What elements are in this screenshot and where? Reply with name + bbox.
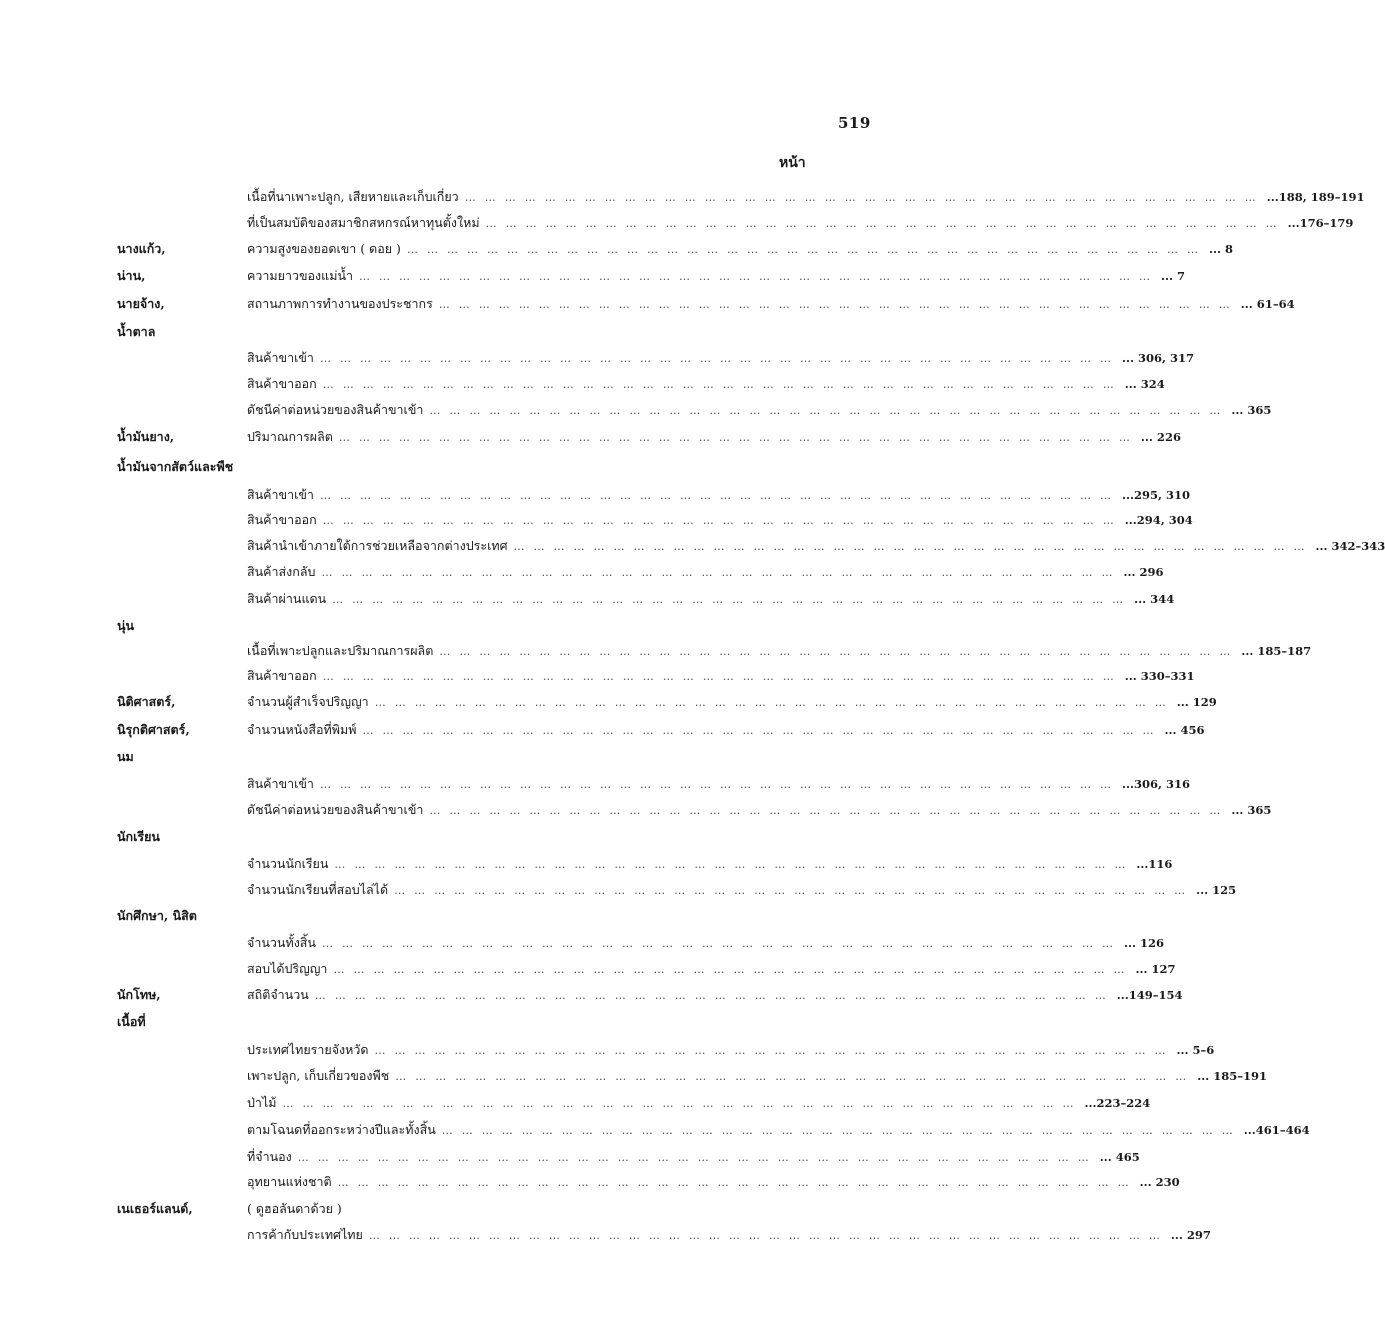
subentry-text: เนื้อที่เพาะปลูกและปริมาณการผลิต — [247, 643, 434, 658]
subentry-text: อุทยานแห่งชาติ — [247, 1174, 332, 1189]
dot-leader: ………………………………………………………………………………………………………… — [368, 1229, 1169, 1242]
subentry-text: สินค้านำเข้าภายใต้การช่วยเหลือจากต่างประเทศ — [247, 538, 508, 553]
page-reference: ... 61–64 — [1240, 297, 1295, 311]
index-subentry — [247, 1198, 803, 1220]
dot-leader: ………………………………………………………………………………………………………… — [322, 670, 1123, 683]
index-subentry — [247, 932, 1165, 955]
page-reference: ... 342–343 — [1315, 539, 1385, 553]
page-reference: ... 127 — [1135, 962, 1176, 976]
index-row — [0, 293, 1295, 315]
index-subentry — [247, 561, 1164, 584]
index-row — [0, 1198, 941, 1220]
page-reference: ...116 — [1136, 857, 1173, 871]
subentry-text: เนื้อที่นาเพาะปลูก, เสียหายและเก็บเกี่ยว — [247, 189, 459, 204]
index-subentry — [247, 186, 1365, 209]
dot-leader: ………………………………………………………………………………………………………… — [406, 243, 1207, 256]
subentry-text: ปริมาณการผลิต — [247, 429, 333, 444]
index-subentry — [247, 1092, 1151, 1115]
dot-leader: ………………………………………………………………………………………………………… — [321, 937, 1122, 950]
index-subentry — [247, 1146, 1140, 1169]
page-column-header: หน้า — [779, 155, 806, 171]
page-reference: ... 230 — [1139, 1175, 1180, 1189]
page-reference: ... 5–6 — [1176, 1043, 1215, 1057]
index-subentry — [247, 853, 1173, 876]
index-subentry — [247, 719, 1205, 742]
index-row — [0, 1119, 1310, 1141]
dot-leader: ………………………………………………………………………………………………………… — [314, 989, 1115, 1002]
index-row — [0, 1039, 1215, 1061]
page-reference: ... 126 — [1123, 936, 1165, 950]
index-row — [0, 932, 1165, 954]
dot-leader: ………………………………………………………………………………………………………… — [439, 645, 1240, 658]
index-row — [0, 773, 1190, 795]
index-subentry — [247, 588, 1175, 611]
index-term: นม — [117, 749, 134, 764]
index-row — [0, 238, 1233, 260]
index-term: เนื้อที่ — [117, 1014, 146, 1029]
index-subentry — [247, 1039, 1215, 1062]
dot-leader: ………………………………………………………………………………………………………… — [464, 191, 1265, 204]
subentry-text: สินค้าผ่านแดน — [247, 591, 327, 606]
index-row — [0, 799, 1272, 821]
subentry-text: สินค้าส่งกลับ — [247, 564, 316, 579]
dot-leader: ………………………………………………………………………………………………………… — [322, 514, 1123, 527]
dot-leader: ………………………………………………………………………………………………………… — [374, 1044, 1175, 1057]
index-row — [0, 958, 1176, 980]
index-term: นักโทษ, — [117, 987, 161, 1002]
index-row — [0, 212, 1354, 234]
index-row — [0, 484, 1190, 506]
subentry-text: จำนวนนักเรียนที่สอบไล่ได้ — [247, 882, 389, 897]
dot-leader: ………………………………………………………………………………………………………… — [359, 270, 1160, 283]
subentry-text: จำนวนผู้สำเร็จปริญญา — [247, 694, 369, 709]
index-subentry — [247, 1119, 1310, 1142]
page-reference: ... 365 — [1231, 803, 1272, 817]
dot-leader: ………………………………………………………………………………………………………… — [395, 1070, 1196, 1083]
page-reference: ... 306, 317 — [1121, 351, 1195, 365]
dot-leader: ………………………………………………………………………………………………………… — [319, 352, 1120, 365]
subentry-text: ความสูงของยอดเขา ( ดอย ) — [247, 241, 401, 256]
index-row — [0, 1092, 1151, 1114]
index-term: นายจ้าง, — [117, 296, 165, 311]
dot-leader: ………………………………………………………………………………………………………… — [513, 540, 1314, 553]
index-term: น้ำมันจากสัตว์และพืช — [117, 459, 234, 474]
dot-leader: ………………………………………………………………………………………………………… — [438, 298, 1239, 311]
index-row — [0, 691, 1217, 713]
dot-leader: ………………………………………………………………………………………………………… — [485, 217, 1286, 230]
index-term: เนเธอร์แลนด์, — [117, 1201, 193, 1216]
index-row — [0, 265, 1186, 287]
subentry-text: สถานภาพการทำงานของประชากร — [247, 296, 433, 311]
index-row — [0, 826, 941, 848]
index-row — [0, 426, 1181, 448]
page-reference: ... 129 — [1176, 695, 1217, 709]
page-reference: ... 465 — [1099, 1150, 1140, 1164]
dot-leader: ………………………………………………………………………………………………………… — [374, 696, 1175, 709]
dot-leader: ………………………………………………………………………………………………………… — [319, 489, 1120, 502]
index-term: นักศึกษา, นิสิต — [117, 908, 197, 923]
subentry-text: สินค้าขาออก — [247, 376, 317, 391]
index-row — [0, 905, 941, 927]
index-row — [0, 640, 1312, 662]
index-row — [0, 1011, 941, 1033]
index-subentry — [247, 399, 1272, 422]
index-row — [0, 399, 1272, 421]
index-row — [0, 719, 1205, 741]
index-row — [0, 984, 1183, 1006]
subentry-text: ที่เป็นสมบัติของสมาชิกสหกรณ์หาทุนตั้งใหม่ — [247, 215, 480, 230]
index-row — [0, 186, 1365, 208]
index-row — [0, 509, 1193, 531]
dot-leader: ………………………………………………………………………………………………………… — [282, 1097, 1083, 1110]
index-subentry — [247, 1224, 1211, 1247]
dot-leader: ………………………………………………………………………………………………………… — [297, 1151, 1098, 1164]
subentry-text: ดัชนีค่าต่อหน่วยของสินค้าขาเข้า — [247, 402, 424, 417]
subentry-text: สินค้าขาเข้า — [247, 350, 314, 365]
subentry-text: ดัชนีค่าต่อหน่วยของสินค้าขาเข้า — [247, 802, 424, 817]
page-reference: ...149–154 — [1116, 988, 1183, 1002]
subentry-text: การค้ากับประเทศไทย — [247, 1227, 363, 1242]
index-row — [0, 615, 941, 637]
dot-leader: ………………………………………………………………………………………………………… — [429, 804, 1230, 817]
index-subentry — [247, 984, 1183, 1007]
subentry-text: สินค้าขาเข้า — [247, 776, 314, 791]
dot-leader: ………………………………………………………………………………………………………… — [332, 593, 1133, 606]
dot-leader: ………………………………………………………………………………………………………… — [394, 884, 1195, 897]
page-reference: ... 297 — [1170, 1228, 1211, 1242]
index-subentry — [247, 691, 1217, 714]
index-subentry — [247, 293, 1295, 316]
page-reference: ... 324 — [1124, 377, 1165, 391]
subentry-text: ความยาวของแม่น้ำ — [247, 268, 354, 283]
index-term: นุ่น — [117, 618, 135, 633]
page-reference: ...188, 189–191 — [1266, 190, 1365, 204]
subentry-text: สินค้าขาออก — [247, 668, 317, 683]
index-row — [0, 456, 941, 478]
subentry-text: จำนวนนักเรียน — [247, 856, 329, 871]
page-reference: ...461–464 — [1243, 1123, 1310, 1137]
index-subentry — [247, 535, 1385, 558]
subentry-text: ตามโฉนดที่ออกระหว่างปีและทั้งสิ้น — [247, 1122, 436, 1137]
index-subentry — [247, 958, 1176, 981]
subentry-text: สินค้าขาเข้า — [247, 487, 314, 502]
page-reference: ...295, 310 — [1121, 488, 1190, 502]
subentry-text: สถิติจำนวน — [247, 987, 309, 1002]
index-row — [0, 535, 1385, 557]
index-row — [0, 561, 1164, 583]
page-reference: ... 185–191 — [1197, 1069, 1267, 1083]
dot-leader: ………………………………………………………………………………………………………… — [429, 404, 1230, 417]
index-subentry — [247, 773, 1190, 796]
subentry-text: สอบได้ปริญญา — [247, 961, 328, 976]
index-row — [0, 373, 1165, 395]
page-reference: ...223–224 — [1084, 1096, 1151, 1110]
index-subentry — [247, 665, 1195, 688]
index-term: น้ำตาล — [117, 324, 156, 339]
dot-leader: ………………………………………………………………………………………………………… — [338, 431, 1139, 444]
dot-leader: ………………………………………………………………………………………………………… — [337, 1176, 1138, 1189]
page-reference: ... 7 — [1161, 269, 1186, 283]
index-subentry — [247, 879, 1237, 902]
subentry-text: ป่าไม้ — [247, 1095, 277, 1110]
dot-leader: ………………………………………………………………………………………………………… — [319, 778, 1120, 791]
subentry-text: ( ดูฮอลันดาด้วย ) — [247, 1201, 342, 1216]
page-reference: ...294, 304 — [1124, 513, 1193, 527]
page-reference: ... 365 — [1231, 403, 1272, 417]
page-reference: ... 456 — [1164, 723, 1205, 737]
dot-leader: ………………………………………………………………………………………………………… — [441, 1124, 1242, 1137]
subentry-text: ที่จำนอง — [247, 1149, 292, 1164]
index-term: น้ำมันยาง, — [117, 429, 175, 444]
dot-leader: ………………………………………………………………………………………………………… — [333, 963, 1134, 976]
index-subentry — [247, 1171, 1180, 1194]
index-subentry — [247, 347, 1195, 370]
index-row — [0, 1065, 1267, 1087]
dot-leader: ………………………………………………………………………………………………………… — [362, 724, 1163, 737]
page-reference: ... 8 — [1208, 242, 1233, 256]
index-subentry — [247, 509, 1193, 532]
page-reference: ...306, 316 — [1121, 777, 1190, 791]
index-subentry — [247, 426, 1181, 449]
page-reference: ... 330–331 — [1124, 669, 1195, 683]
index-term: นักเรียน — [117, 829, 160, 844]
index-row — [0, 879, 1237, 901]
index-row — [0, 1171, 1180, 1193]
index-term: นิรุกติศาสตร์, — [117, 722, 190, 737]
index-subentry — [247, 238, 1233, 261]
index-term: น่าน, — [117, 268, 146, 283]
page-reference: ... 185–187 — [1241, 644, 1312, 658]
index-term: นางแก้ว, — [117, 241, 166, 256]
dot-leader: ………………………………………………………………………………………………………… — [322, 378, 1123, 391]
index-term: นิติศาสตร์, — [117, 694, 176, 709]
dot-leader: ………………………………………………………………………………………………………… — [321, 566, 1122, 579]
page-reference: ... 125 — [1196, 883, 1237, 897]
subentry-text: เพาะปลูก, เก็บเกี่ยวของพืช — [247, 1068, 390, 1083]
index-subentry — [247, 265, 1186, 288]
page-reference: ... 226 — [1140, 430, 1181, 444]
subentry-text: จำนวนทั้งสิ้น — [247, 935, 316, 950]
index-subentry — [247, 212, 1354, 235]
index-row — [0, 588, 1175, 610]
dot-leader: ………………………………………………………………………………………………………… — [334, 858, 1135, 871]
index-subentry — [247, 799, 1272, 822]
index-row — [0, 665, 1195, 687]
page-number: 519 — [838, 114, 871, 132]
index-subentry — [247, 373, 1165, 396]
index-row — [0, 1146, 1140, 1168]
index-row — [0, 853, 1173, 875]
page-reference: ... 296 — [1123, 565, 1164, 579]
page-reference: ...176–179 — [1287, 216, 1354, 230]
index-row — [0, 347, 1195, 369]
index-row — [0, 1224, 1211, 1246]
subentry-text: จำนวนหนังสือที่พิมพ์ — [247, 722, 357, 737]
index-subentry — [247, 1065, 1267, 1088]
index-row — [0, 321, 941, 343]
subentry-text: สินค้าขาออก — [247, 512, 317, 527]
index-row — [0, 746, 941, 768]
index-subentry — [247, 640, 1312, 663]
subentry-text: ประเทศไทยรายจังหวัด — [247, 1042, 369, 1057]
page-reference: ... 344 — [1134, 592, 1175, 606]
index-subentry — [247, 484, 1190, 507]
